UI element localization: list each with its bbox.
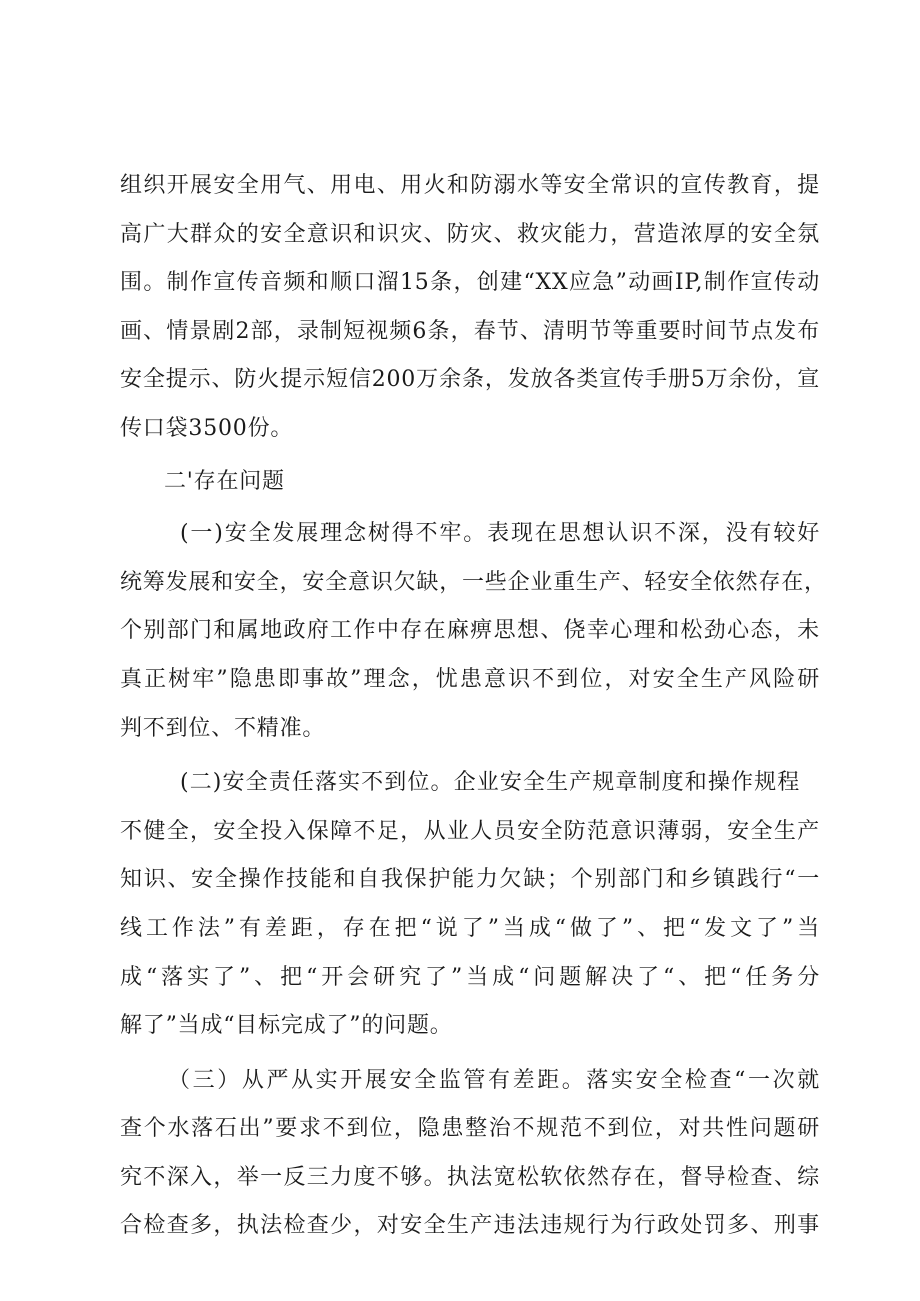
paragraph-line: 不健全，安全投入保障不足，从业人员安全防范意识薄弱，安全生产 (120, 818, 820, 844)
paragraph-line: 传口袋3500份。 (120, 415, 294, 441)
problem-paragraph-2 (120, 759, 820, 1051)
paragraph-line: 查个水落石出”要求不到位，隐患整治不规范不到位，对共性问题研 (120, 1116, 820, 1142)
paragraph-line: 画、情景剧2部，录制短视频6条，春节、清明节等重要时间节点发布 (120, 318, 820, 344)
paragraph-line: 成“落实了”、把“开会研究了”当成“问题解决了“、把“任务分 (120, 964, 820, 990)
section-heading: 二'存在问题 (164, 468, 285, 494)
paragraph-line: 线工作法”有差距，存在把“说了”当成“做了”、把“发文了”当 (120, 915, 820, 941)
paragraph-line: 围。制作宣传音频和顺口溜15条，创建“XX应急”动画IP,制作宣传动 (120, 270, 820, 296)
paragraph-line: 统筹发展和安全，安全意识欠缺，一些企业重生产、轻安全依然存在， (120, 569, 827, 595)
paragraph-line: (一)安全发展理念树得不牢。表现在思想认识不深，没有较好 (180, 521, 820, 547)
paragraph-line: 高广大群众的安全意识和识灾、防灾、救灾能力，营造浓厚的安全氛 (120, 221, 820, 247)
paragraph-line: 个别部门和属地政府工作中存在麻痹思想、侥幸心理和松劲心态，未 (120, 618, 820, 644)
paragraph-line: 安全提示、防火提示短信200万余条，发放各类宣传手册5万余份，宣 (120, 367, 820, 393)
problem-paragraph-3 (120, 1057, 820, 1251)
problem-paragraph-1 (120, 510, 827, 753)
paragraph-line: 究不深入，举一反三力度不够。执法宽松软依然存在，督导检查、综 (120, 1164, 820, 1190)
paragraph-line: 真正树牢”隐患即事故”理念，忧患意识不到位，对安全生产风险研 (120, 666, 820, 692)
intro-paragraph (120, 162, 820, 454)
document-body (120, 162, 827, 1251)
paragraph-line: (二)安全责任落实不到位。企业安全生产规章制度和操作规程 (180, 770, 800, 796)
paragraph-line: 组织开展安全用气、用电、用火和防溺水等安全常识的宣传教育，提 (120, 173, 820, 198)
paragraph-line: 解了”当成“目标完成了”的问题。 (120, 1013, 453, 1039)
paragraph-line: 合检查多，执法检查少，对安全生产违法违规行为行政处罚多、刑事 (120, 1213, 820, 1239)
paragraph-line: 判不到位、不精准。 (120, 715, 326, 741)
paragraph-line: 知识、安全操作技能和自我保护能力欠缺；个别部门和乡镇践行“一 (120, 867, 820, 893)
paragraph-line: （三）从严从实开展安全监管有差距。落实安全检查“一次就 (168, 1067, 820, 1093)
